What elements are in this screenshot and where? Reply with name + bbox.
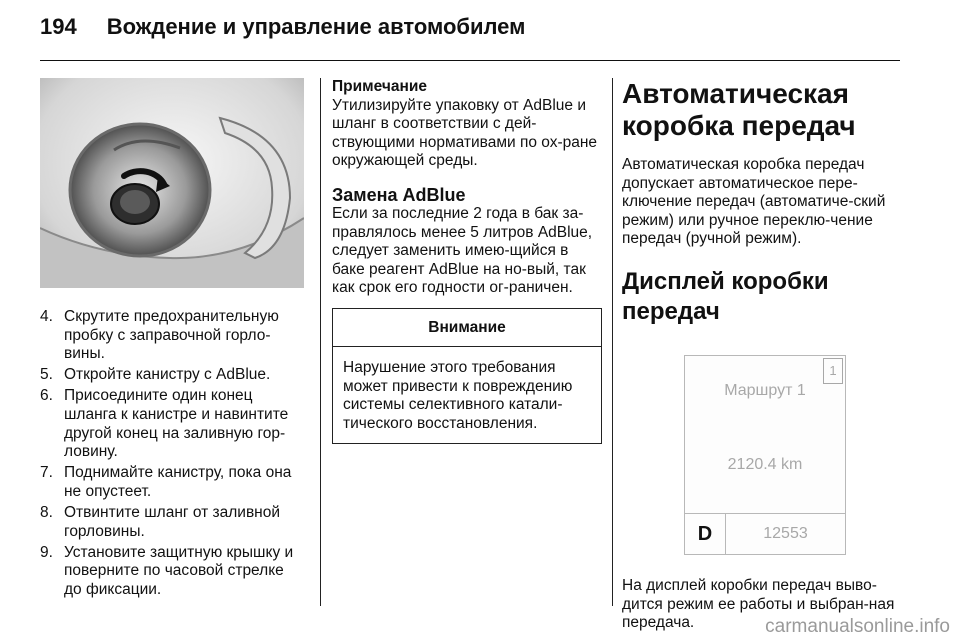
warning-heading: Внимание [333, 309, 601, 347]
section-text: Если за последние 2 года в бак за-правлялось менее 5 литров AdBlue, следует заменить имею-щийся в баке реагент AdBlue на но-вый, так как срок его годности ог-раничен. [332, 204, 593, 297]
header-rule [40, 60, 900, 61]
column-left [40, 78, 304, 602]
warning-box [332, 308, 602, 444]
column-divider-2 [612, 78, 613, 606]
step-number: 4. [40, 308, 53, 325]
list-item [40, 387, 304, 461]
display-caption: На дисплей коробки передач выво-дится режим ее работы и выбран-ная передача. [622, 576, 895, 632]
step-text: Скрутите предохранительную пробку с заправочной горло-вины. [64, 308, 279, 363]
step-text: Установите защитную крышку и поверните по часовой стрелке до фиксации. [64, 543, 294, 598]
intro-text: Автоматическая коробка передач допускает автоматическое пере-ключение передач (автоматиче-ский режим) или ручное переклю-чение передач (ручной режим). [622, 156, 886, 248]
column-divider-1 [320, 78, 321, 606]
step-number: 5. [40, 366, 53, 384]
list-item [40, 544, 304, 600]
display-bottom-bar [685, 513, 845, 554]
odometer-value: 12553 [763, 524, 808, 542]
step-text: Откройте канистру с AdBlue. [64, 366, 271, 384]
fuel-filler-photo [40, 78, 304, 288]
chapter-title: Вождение и управление автомобилем [106, 14, 526, 39]
gear-number-indicator: 1 [823, 358, 843, 384]
note-text: Утилизируйте упаковку от AdBlue и шланг в соответствии с дей-ствующими нормативами по ох-ране окружающей среды. [332, 96, 598, 170]
step-text: Отвинтите шланг от заливной горловины. [64, 503, 281, 540]
list-item [40, 366, 304, 385]
step-text: Присоедините один конец шланга к канистре и навинтите другой конец на заливную гор-ловину. [64, 387, 289, 461]
subsection-title: Дисплей коробки передач [622, 267, 829, 325]
column-right [622, 78, 904, 633]
step-number: 8. [40, 503, 53, 521]
display-screen [684, 355, 846, 555]
step-number: 9. [40, 543, 53, 561]
transmission-display-image [622, 345, 900, 565]
list-item [40, 504, 304, 541]
warning-text: Нарушение этого требования может привести к повреждению системы селективного катали-тического восстановления. [343, 358, 573, 432]
column-middle [332, 78, 602, 444]
fuel-filler-illustration [40, 78, 304, 288]
distance-value: 2120.4 km [727, 455, 803, 473]
list-item [40, 308, 304, 364]
step-text: Поднимайте канистру, пока она не опустеет. [64, 464, 292, 500]
instruction-steps [40, 308, 304, 599]
section-heading: Замена AdBlue [332, 184, 466, 205]
step-number: 6. [40, 387, 53, 405]
section-title: Автоматическая коробка передач [622, 78, 856, 141]
route-label: Маршрут 1 [724, 381, 806, 399]
note-heading: Примечание [332, 78, 427, 95]
page-header [40, 14, 525, 48]
step-number: 7. [40, 464, 53, 482]
page-number: 194 [40, 14, 77, 39]
watermark: carmanualsonline.info [765, 616, 950, 637]
list-item [40, 464, 304, 501]
gear-mode-indicator: D [685, 514, 726, 554]
